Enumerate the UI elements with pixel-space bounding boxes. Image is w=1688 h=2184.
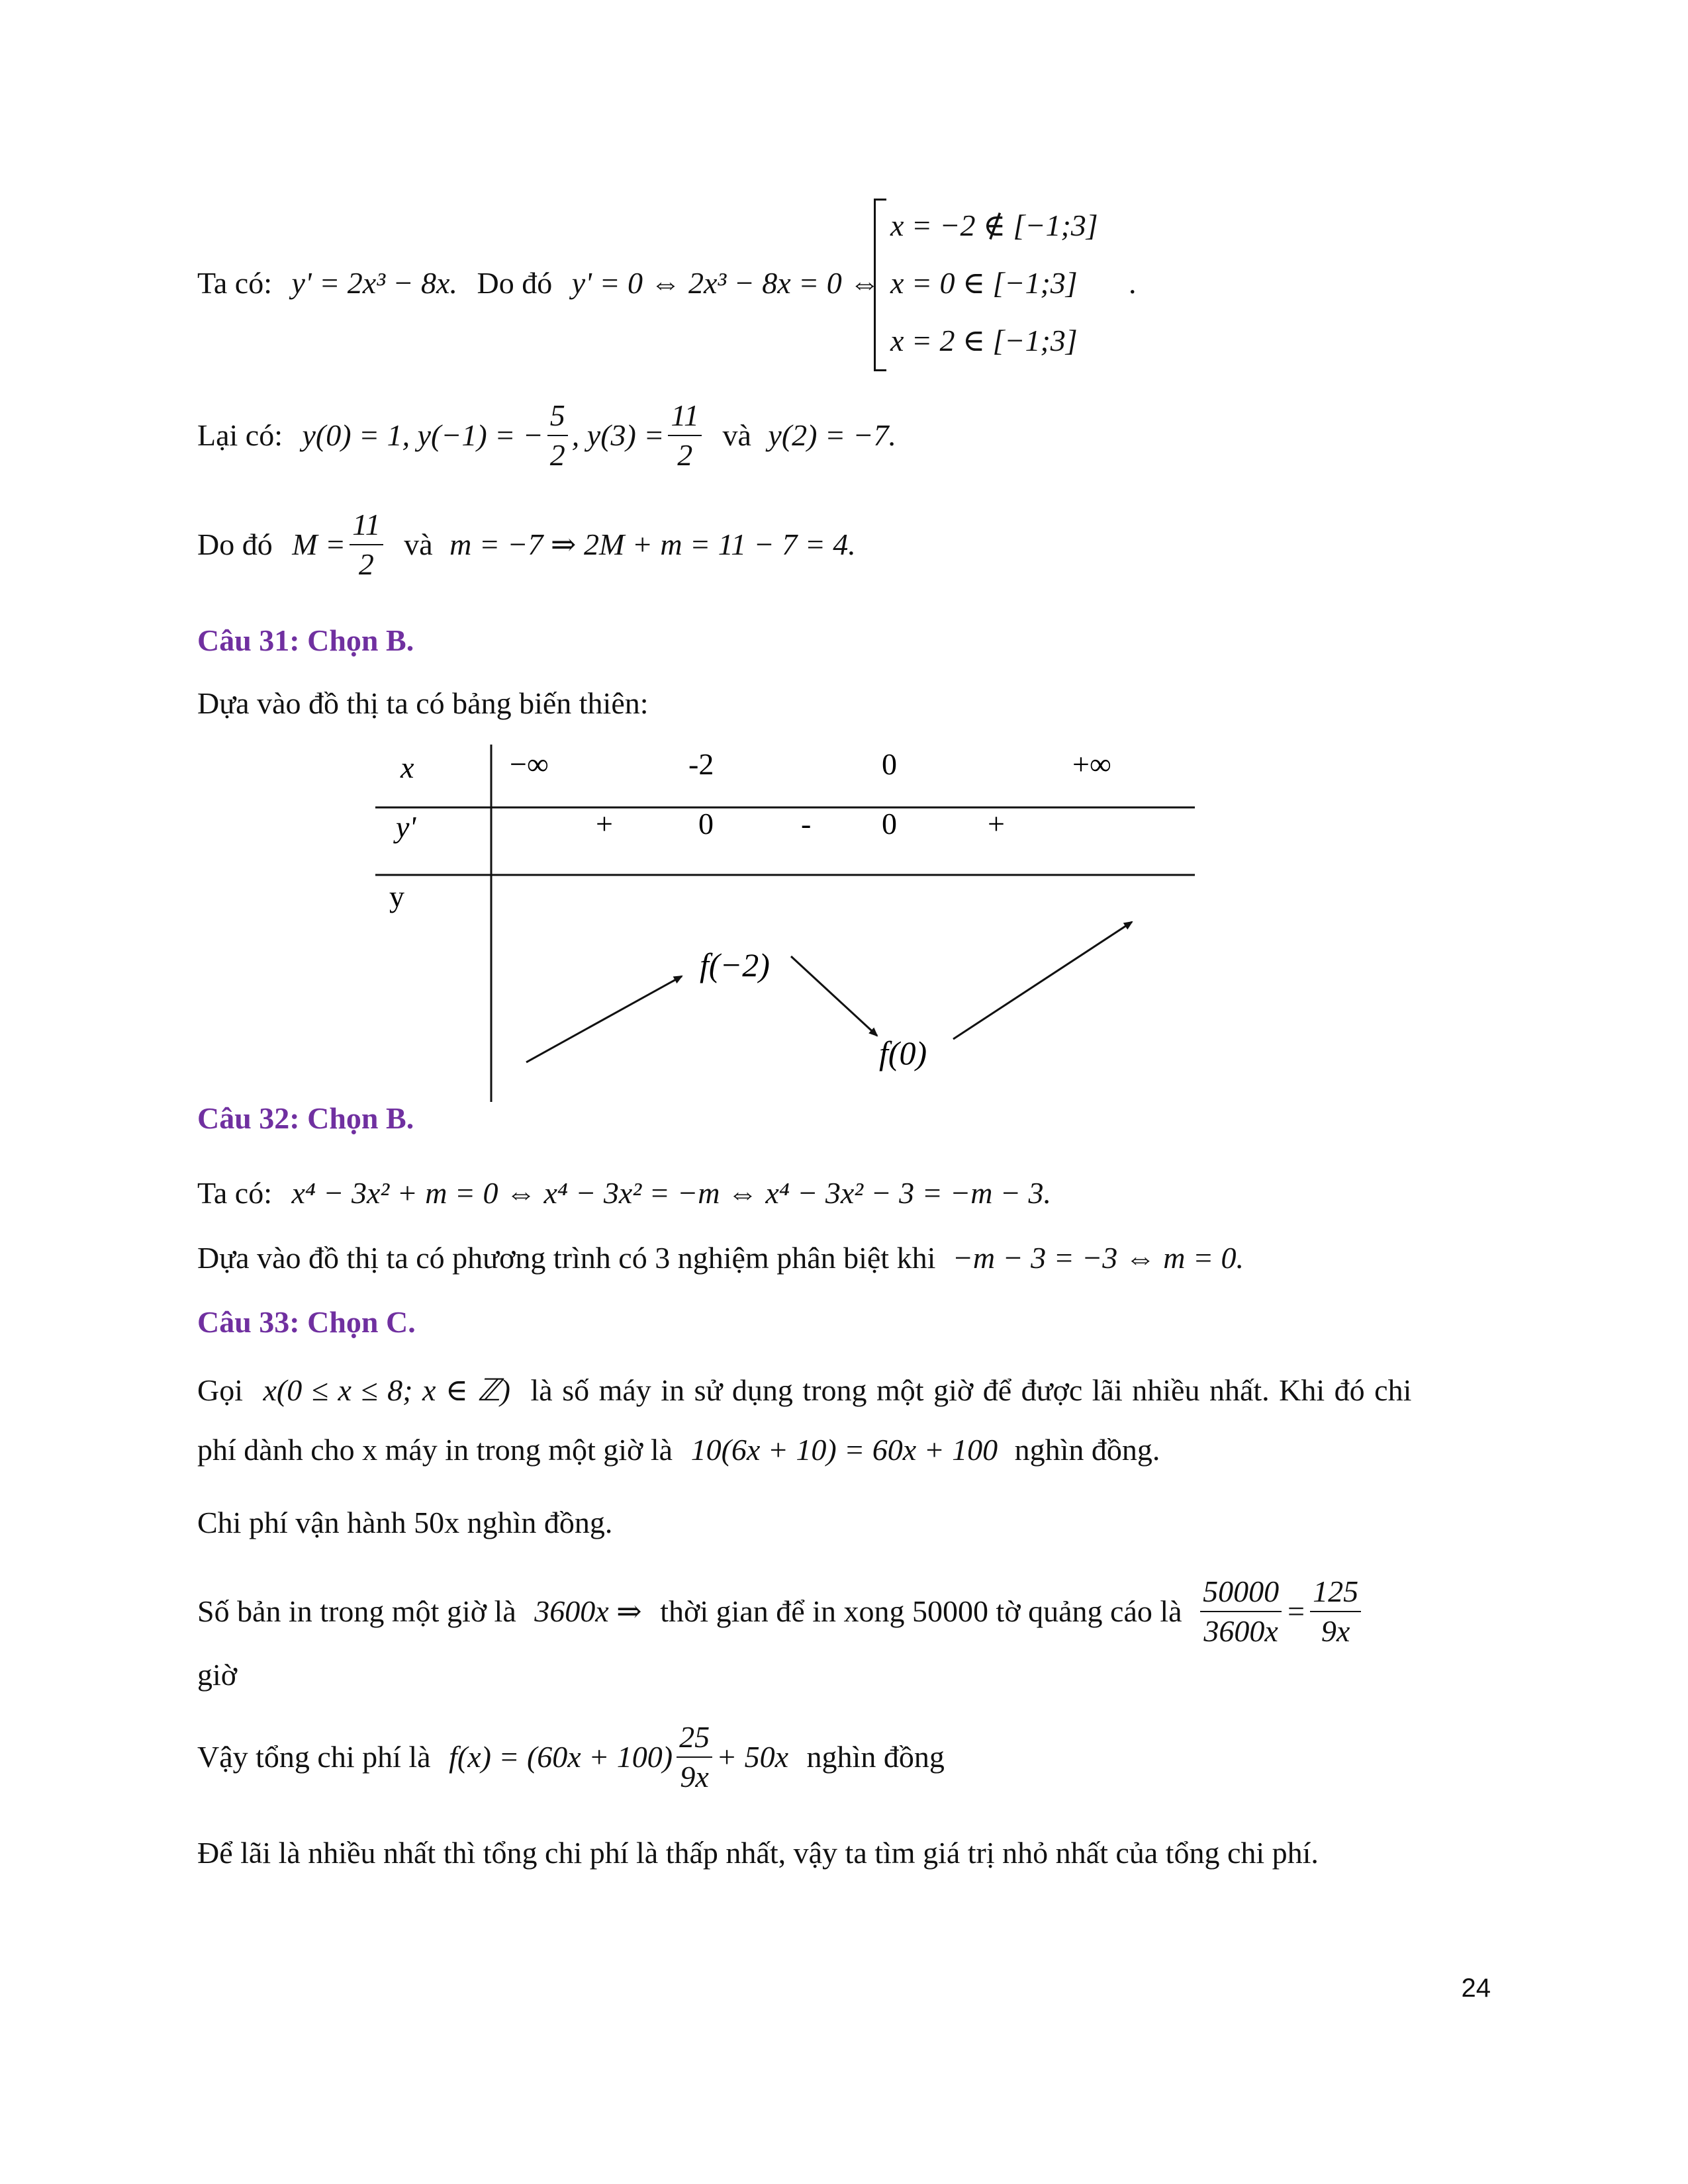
text-va: và [404, 527, 433, 561]
cau33-para6: Để lãi là nhiều nhất thì tổng chi phí là thấp nhất, vậy ta tìm giá trị nhỏ nhất của tổng chi phí. [197, 1836, 1319, 1870]
text-va: và [722, 418, 751, 452]
cau33-para5 [197, 1722, 945, 1792]
cau32-line2 [197, 1243, 1244, 1273]
table-yprime-label: y' [396, 810, 416, 844]
text-lead: Gọi [197, 1373, 243, 1407]
text-unit: nghìn đồng [806, 1740, 945, 1774]
text-lead: Ta có: [197, 1176, 273, 1210]
text-conclusion: Dựa vào đồ thị ta có phương trình có 3 nghiệm phân biệt khi [197, 1241, 936, 1275]
text-rest: là số máy in sử dụng trong một giờ để được lãi nhiều nhất. Khi đó chi [530, 1373, 1412, 1407]
fraction-50000-3600x: $\frac{50000}{3600x}$ [1200, 1576, 1282, 1647]
arrow-decreasing [791, 956, 877, 1036]
heading-cau-31: Câu 31: Chọn B. [197, 623, 414, 657]
math-equals: = [1286, 1594, 1307, 1628]
table-yprime-plus-1: + [596, 807, 613, 841]
table-yprime-plus-2: + [988, 807, 1005, 841]
math-y3: , y(3) = [571, 418, 665, 452]
fraction-11-2: $\frac{11}{2}$ [350, 510, 383, 580]
math-domain: x(0 ≤ x ≤ 8; x ∈ ℤ) [263, 1373, 511, 1407]
text-mid: Do đó [477, 266, 553, 300]
heading-cau-32: Câu 32: Chọn B. [197, 1101, 414, 1135]
text-lead: Lại có: [197, 418, 283, 452]
table-x-neg2: -2 [688, 747, 714, 781]
table-f-max: f(−2) [700, 946, 770, 983]
math-fx: f(x) = (60x + 100) [449, 1740, 673, 1774]
math-3600x: 3600x ⇒ [534, 1594, 642, 1628]
cau33-para4 [197, 1576, 1365, 1647]
table-x-label: x [400, 751, 414, 784]
table-yprime-zero-2: 0 [882, 807, 897, 841]
text-time: thời gian để in xong 50000 tờ quảng cáo là [660, 1594, 1182, 1628]
cau33-para3: Chi phí vận hành 50x nghìn đồng. [197, 1506, 613, 1539]
text-copies: Số bản in trong một giờ là [197, 1594, 516, 1628]
fraction-11-2: $\frac{11}{2}$ [668, 400, 702, 471]
math-equation: x⁴ − 3x² + m = 0 ⇔ x⁴ − 3x² = −m ⇔ x⁴ − 3x² − 3 = −m − 3. [291, 1176, 1051, 1210]
fraction-25-9x: $\frac{25}{9x}$ [677, 1722, 712, 1792]
table-f-min: f(0) [879, 1034, 927, 1071]
cau31-intro: Dựa vào đồ thị ta có bảng biến thiên: [197, 686, 649, 720]
cau33-para1 [197, 1375, 1411, 1406]
heading-cau-33: Câu 33: Chọn C. [197, 1305, 416, 1339]
table-x-0: 0 [882, 747, 897, 781]
math-cost: 10(6x + 10) = 60x + 100 [690, 1433, 998, 1467]
fraction-5-2: $\frac{5}{2}$ [547, 400, 568, 471]
page-number: 24 [1461, 1974, 1491, 2003]
math-result: m = −7 ⇒ 2M + m = 11 − 7 = 4. [449, 527, 856, 561]
text-cost: phí dành cho x máy in trong một giờ là [197, 1433, 673, 1467]
table-yprime-minus: - [801, 807, 812, 841]
math-values: y(0) = 1, y(−1) = − [302, 418, 543, 452]
cau33-para4-end: giờ [197, 1658, 238, 1692]
table-y-label: y [389, 880, 404, 913]
math-y2: y(2) = −7. [768, 418, 897, 452]
text-unit: nghìn đồng. [1014, 1433, 1160, 1467]
math-m-value: −m − 3 = −3 ⇔ m = 0. [952, 1241, 1244, 1275]
case-3: x = 2 ∈ [−1;3] [890, 324, 1078, 357]
math-derivative: y' = 2x³ − 8x. [291, 266, 457, 300]
table-yprime-zero-1: 0 [698, 807, 714, 841]
table-x-neg-inf: −∞ [510, 747, 549, 781]
cau33-para2 [197, 1435, 1160, 1465]
arrow-increasing-1 [526, 976, 682, 1062]
table-x-pos-inf: +∞ [1072, 747, 1111, 781]
math-equation: y' = 0 ⇔ 2x³ − 8x = 0 ⇔ [571, 266, 880, 300]
math-M: M = [292, 527, 346, 561]
case-1: x = −2 ∉ [−1;3] [890, 208, 1098, 242]
text-lead: Do đó [197, 527, 273, 561]
arrow-increasing-2 [953, 922, 1132, 1039]
cases-end-period: . [1129, 266, 1137, 300]
case-2: x = 0 ∈ [−1;3] [890, 266, 1078, 300]
text-total: Vậy tổng chi phí là [197, 1740, 431, 1774]
math-plus-50x: + 50x [716, 1740, 789, 1774]
cau32-line1 [197, 1178, 1051, 1208]
text-lead: Ta có: [197, 266, 273, 300]
fraction-125-9x: $\frac{125}{9x}$ [1310, 1576, 1361, 1647]
